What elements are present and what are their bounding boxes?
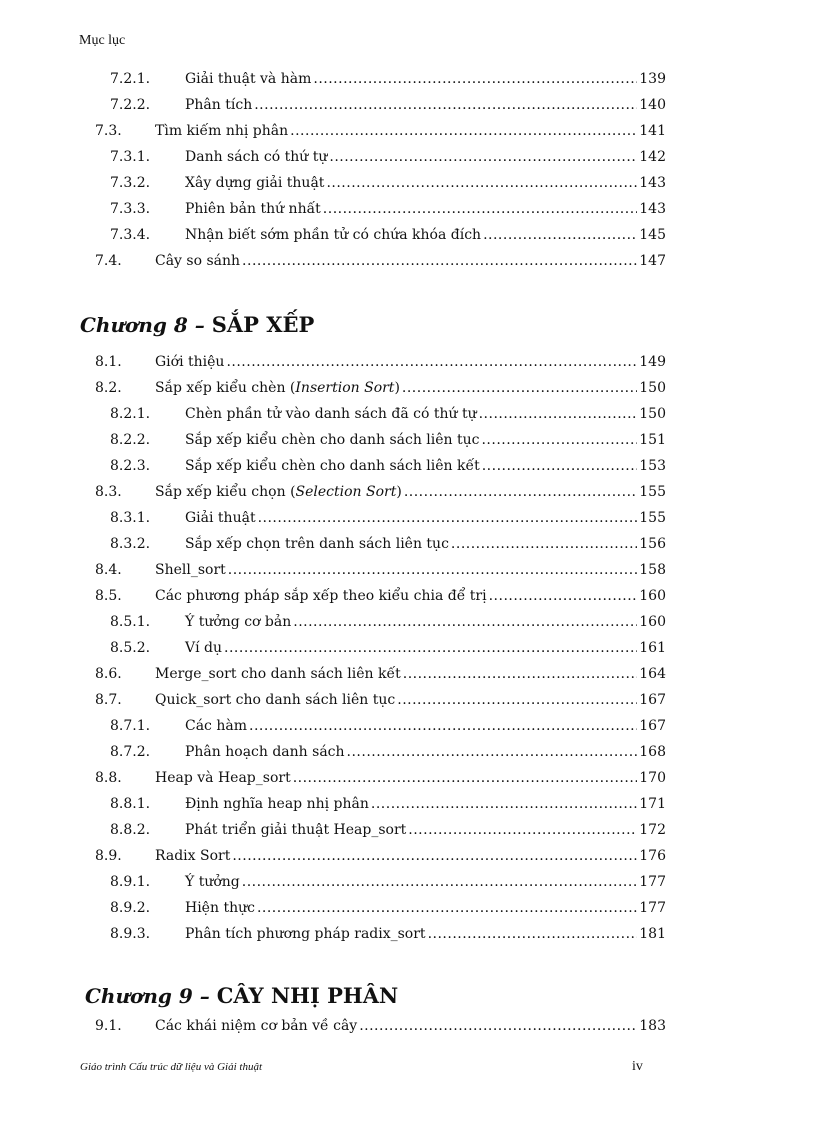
toc-entry-number: 7.3.4.	[110, 227, 151, 243]
dot-leader	[224, 635, 637, 661]
dot-leader	[404, 479, 637, 505]
toc-entry-title: Sắp xếp kiểu chọn (Selection Sort)	[155, 484, 402, 500]
toc-entry-page: 164	[639, 666, 666, 682]
toc-entry[interactable]	[0, 557, 816, 583]
toc-entry[interactable]	[0, 765, 816, 791]
toc-entry-title: Phiên bản thứ nhất	[185, 201, 321, 217]
dot-leader	[242, 248, 637, 274]
toc-entry[interactable]	[0, 531, 816, 557]
toc-entry-page: 181	[639, 926, 666, 942]
toc-entry[interactable]	[0, 609, 816, 635]
toc-entry-title: Giải thuật	[185, 510, 256, 526]
toc-entry-page: 143	[639, 201, 666, 217]
chapter-label: Chương 9 –	[85, 984, 210, 1008]
toc-entry-number: 7.3.1.	[110, 149, 151, 165]
toc-entry[interactable]	[0, 817, 816, 843]
toc-entry-page: 153	[639, 458, 666, 474]
toc-entry-number: 9.1.	[95, 1018, 122, 1034]
toc-entry-page: 150	[639, 406, 666, 422]
toc-entry-number: 8.3.	[95, 484, 122, 500]
toc-entry-number: 8.5.	[95, 588, 122, 604]
toc-entry-number: 8.7.1.	[110, 718, 151, 734]
toc-entry-number: 8.8.2.	[110, 822, 151, 838]
toc-entry-title: Danh sách có thứ tự	[185, 149, 328, 165]
toc-entry-page: 171	[639, 796, 666, 812]
toc-entry-title: Tìm kiếm nhị phân	[155, 123, 289, 139]
toc-entry-title: Các hàm	[185, 718, 247, 734]
toc-entry-number: 8.7.2.	[110, 744, 151, 760]
dot-leader	[451, 531, 637, 557]
toc-entry-number: 7.2.2.	[110, 97, 151, 113]
chapter-title: CÂY NHỊ PHÂN	[216, 983, 399, 1008]
toc-entry-number: 8.3.1.	[110, 510, 151, 526]
toc-entry-page: 172	[639, 822, 666, 838]
toc-entry-number: 8.9.2.	[110, 900, 151, 916]
toc-entry-page: 176	[639, 848, 666, 864]
toc-entry-page: 150	[639, 380, 666, 396]
toc-entry[interactable]	[0, 505, 816, 531]
dot-leader	[258, 505, 638, 531]
toc-entry-title: Heap và Heap_sort	[155, 770, 291, 786]
toc-entry-title: Sắp xếp kiểu chèn cho danh sách liên tục	[185, 432, 480, 448]
toc-entry-page: 139	[639, 71, 666, 87]
toc-entry-title: Phân tích phương pháp radix_sort	[185, 926, 426, 942]
dot-leader	[326, 170, 637, 196]
dot-leader	[290, 118, 637, 144]
toc-entry-title: Nhận biết sớm phần tử có chứa khóa đích	[185, 227, 482, 243]
toc-entry-page: 145	[639, 227, 666, 243]
toc-entry-title: Giới thiệu	[155, 354, 225, 370]
toc-entry-page: 143	[639, 175, 666, 191]
toc-entry-number: 8.2.1.	[110, 406, 151, 422]
toc-entry[interactable]	[0, 66, 816, 92]
toc-entry-title: Ví dụ	[185, 640, 223, 656]
dot-leader	[359, 1013, 637, 1039]
toc-entry-number: 7.3.3.	[110, 201, 151, 217]
dot-leader	[489, 583, 638, 609]
toc-entry-page: 183	[639, 1018, 666, 1034]
dot-leader	[408, 817, 637, 843]
toc-entry-title: Xây dựng giải thuật	[185, 175, 325, 191]
toc-entry-title: Merge_sort cho danh sách liên kết	[155, 666, 401, 682]
toc-entry-page: 151	[639, 432, 666, 448]
toc-entry-title: Shell_sort	[155, 562, 226, 578]
toc-entry[interactable]	[0, 895, 816, 921]
dot-leader	[228, 557, 637, 583]
dot-leader	[479, 401, 638, 427]
dot-leader	[242, 869, 638, 895]
toc-section-chapter-8	[0, 349, 816, 947]
dot-leader	[293, 609, 637, 635]
toc-entry[interactable]	[0, 427, 816, 453]
toc-entry-title: Sắp xếp chọn trên danh sách liên tục	[185, 536, 449, 552]
toc-section-chapter-7	[0, 66, 816, 274]
toc-entry[interactable]	[0, 479, 816, 505]
toc-entry[interactable]	[0, 1013, 816, 1039]
dot-leader	[249, 713, 637, 739]
toc-entry[interactable]	[0, 739, 816, 765]
chapter-title: SẮP XẾP	[211, 312, 315, 337]
dot-leader	[483, 222, 637, 248]
toc-entry[interactable]	[0, 196, 816, 222]
dot-leader	[397, 687, 637, 713]
dot-leader	[254, 92, 637, 118]
toc-entry-page: 167	[639, 692, 666, 708]
toc-entry-number: 8.5.2.	[110, 640, 151, 656]
toc-entry-title: Định nghĩa heap nhị phân	[185, 796, 369, 812]
dot-leader	[403, 661, 638, 687]
toc-entry-number: 7.2.1.	[110, 71, 151, 87]
toc-entry[interactable]	[0, 118, 816, 144]
running-head: Mục lục	[79, 33, 126, 48]
toc-entry-page: 156	[639, 536, 666, 552]
toc-entry-page: 177	[639, 900, 666, 916]
toc-entry-title: Ý tưởng cơ bản	[185, 614, 292, 630]
toc-entry[interactable]	[0, 635, 816, 661]
toc-entry[interactable]	[0, 222, 816, 248]
toc-section-chapter-9	[0, 1013, 816, 1039]
dot-leader	[313, 66, 637, 92]
toc-entry[interactable]	[0, 713, 816, 739]
toc-entry-number: 7.3.	[95, 123, 122, 139]
toc-entry-title: Chèn phần tử vào danh sách đã có thứ tự	[185, 406, 477, 422]
dot-leader	[329, 144, 637, 170]
toc-entry-title: Các phương pháp sắp xếp theo kiểu chia để trị	[155, 588, 487, 604]
toc-entry-title: Phân hoạch danh sách	[185, 744, 345, 760]
dot-leader	[482, 453, 638, 479]
toc-entry-title: Sắp xếp kiểu chèn cho danh sách liên kết	[185, 458, 480, 474]
chapter-9-heading	[85, 983, 398, 1008]
toc-entry-number: 8.1.	[95, 354, 122, 370]
toc-entry-title: Giải thuật và hàm	[185, 71, 312, 87]
toc-entry[interactable]	[0, 869, 816, 895]
toc-entry-number: 8.6.	[95, 666, 122, 682]
toc-entry-page: 160	[639, 588, 666, 604]
toc-entry-title: Sắp xếp kiểu chèn (Insertion Sort)	[155, 380, 400, 396]
toc-entry-page: 161	[639, 640, 666, 656]
toc-entry-title: Phát triển giải thuật Heap_sort	[185, 822, 407, 838]
dot-leader	[481, 427, 637, 453]
toc-entry-title: Radix Sort	[155, 848, 231, 864]
dot-leader	[323, 196, 637, 222]
toc-entry[interactable]	[0, 170, 816, 196]
toc-entry-number: 8.2.2.	[110, 432, 151, 448]
toc-entry-number: 7.4.	[95, 253, 122, 269]
chapter-8-heading	[80, 312, 314, 337]
toc-entry-page: 177	[639, 874, 666, 890]
toc-entry-page: 170	[639, 770, 666, 786]
toc-entry-number: 8.3.2.	[110, 536, 151, 552]
toc-entry-title: Quick_sort cho danh sách liên tục	[155, 692, 396, 708]
toc-entry-page: 168	[639, 744, 666, 760]
toc-entry[interactable]	[0, 843, 816, 869]
toc-entry[interactable]	[0, 921, 816, 947]
toc-entry-number: 8.2.3.	[110, 458, 151, 474]
toc-entry-number: 8.8.1.	[110, 796, 151, 812]
toc-entry-number: 8.7.	[95, 692, 122, 708]
toc-entry[interactable]	[0, 791, 816, 817]
toc-entry-page: 147	[639, 253, 666, 269]
toc-entry[interactable]	[0, 144, 816, 170]
toc-entry-title: Phân tích	[185, 97, 253, 113]
toc-entry-title: Cây so sánh	[155, 253, 241, 269]
toc-entry[interactable]	[0, 375, 816, 401]
toc-entry-page: 167	[639, 718, 666, 734]
footer-page-number: iv	[632, 1059, 643, 1074]
toc-entry-number: 7.3.2.	[110, 175, 151, 191]
toc-entry[interactable]	[0, 401, 816, 427]
toc-entry-page: 155	[639, 510, 666, 526]
toc-entry-number: 8.9.3.	[110, 926, 151, 942]
toc-entry[interactable]	[0, 661, 816, 687]
toc-entry-page: 142	[639, 149, 666, 165]
toc-entry-page: 141	[639, 123, 666, 139]
dot-leader	[226, 349, 637, 375]
toc-entry-page: 149	[639, 354, 666, 370]
toc-entry-number: 8.2.	[95, 380, 122, 396]
dot-leader	[402, 375, 637, 401]
dot-leader	[257, 895, 637, 921]
dot-leader	[293, 765, 638, 791]
dot-leader	[371, 791, 637, 817]
toc-entry-number: 8.9.	[95, 848, 122, 864]
toc-entry[interactable]	[0, 92, 816, 118]
toc-entry-title: Hiện thực	[185, 900, 255, 916]
chapter-label: Chương 8 –	[80, 313, 205, 337]
toc-entry-number: 8.9.1.	[110, 874, 151, 890]
toc-entry-number: 8.4.	[95, 562, 122, 578]
dot-leader	[347, 739, 638, 765]
toc-entry[interactable]	[0, 453, 816, 479]
dot-leader	[232, 843, 637, 869]
toc-entry-page: 155	[639, 484, 666, 500]
toc-entry-page: 158	[639, 562, 666, 578]
toc-entry[interactable]	[0, 248, 816, 274]
toc-entry[interactable]	[0, 687, 816, 713]
toc-entry-title: Ý tưởng	[185, 874, 240, 890]
toc-entry[interactable]	[0, 583, 816, 609]
footer-book-title: Giáo trình Cấu trúc dữ liệu và Giải thuật	[80, 1061, 262, 1073]
toc-entry-page: 140	[639, 97, 666, 113]
toc-entry[interactable]	[0, 349, 816, 375]
toc-entry-number: 8.5.1.	[110, 614, 151, 630]
toc-entry-title: Các khái niệm cơ bản về cây	[155, 1018, 358, 1034]
toc-entry-page: 160	[639, 614, 666, 630]
dot-leader	[428, 921, 638, 947]
toc-entry-number: 8.8.	[95, 770, 122, 786]
